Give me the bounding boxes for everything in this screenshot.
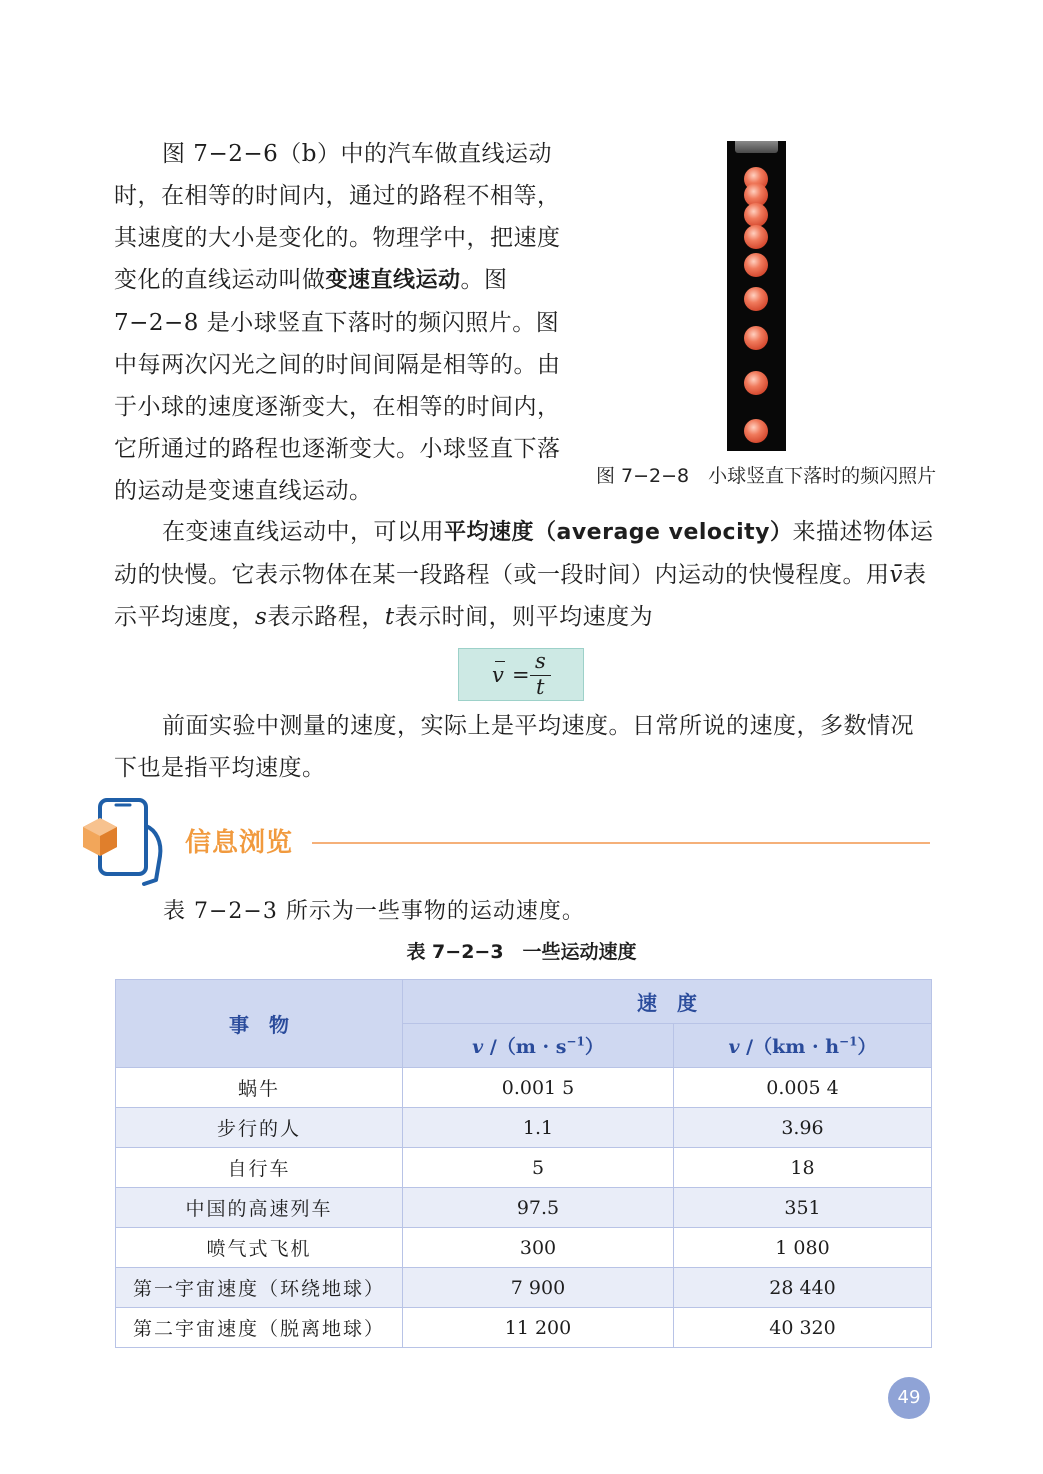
section-divider: [312, 842, 930, 844]
formula-denominator: t: [536, 675, 545, 699]
paragraph-average-velocity: [114, 511, 936, 638]
cell-object: 喷气式飞机: [116, 1228, 403, 1268]
cell-speed-kmh: 1 080: [674, 1228, 932, 1268]
phone-info-icon: [80, 796, 170, 888]
formula-lhs: v: [492, 663, 504, 687]
formula-numerator: s: [535, 649, 546, 673]
figure-caption: 图 7−2−8 小球竖直下落时的频闪照片: [596, 465, 937, 487]
term-variable-linear-motion: 变速直线运动: [325, 268, 461, 293]
falling-ball: [744, 371, 768, 395]
falling-ball: [744, 253, 768, 277]
table-row: [116, 1268, 932, 1308]
info-intro-text: 表 7−2−3 所示为一些事物的运动速度。: [163, 899, 585, 924]
ball-release-clamp: [735, 141, 778, 153]
header-unit-m-per-s: v $/(m \cdot s^{-1})$: [403, 1024, 674, 1068]
table-row: [116, 1228, 932, 1268]
cell-speed-ms: 97.5: [403, 1188, 674, 1228]
paragraph-text: 表示路程，: [267, 604, 385, 630]
cell-speed-kmh: 3.96: [674, 1108, 932, 1148]
cell-speed-kmh: 0.005 4: [674, 1068, 932, 1108]
term-average-velocity: 平均速度（average velocity）: [444, 520, 793, 545]
cell-object: 中国的高速列车: [116, 1188, 403, 1228]
speed-table: [115, 979, 932, 1348]
paragraph-text: 。图 7−2−8 是小球竖直下落时的频闪照片。图中每两次闪光之间的时间间隔是相等的。由于小球的速度逐渐变大，在相等的时间内，它所通过的路程也逐渐变大。小球竖直下落的运动是变速直线运动。: [114, 267, 561, 504]
cell-object: 蜗牛: [116, 1068, 403, 1108]
header-object: 事 物: [116, 980, 403, 1068]
cell-speed-ms: 5: [403, 1148, 674, 1188]
cell-object: 步行的人: [116, 1108, 403, 1148]
symbol-v-bar: v̄: [889, 562, 903, 588]
symbol-s: s: [255, 604, 268, 630]
paragraph-variable-motion: [114, 133, 574, 512]
cell-speed-ms: 7 900: [403, 1268, 674, 1308]
table-row: [116, 1188, 932, 1228]
falling-ball: [744, 225, 768, 249]
cell-speed-ms: 1.1: [403, 1108, 674, 1148]
table-row: [116, 1108, 932, 1148]
cell-speed-ms: 0.001 5: [403, 1068, 674, 1108]
cell-speed-ms: 11 200: [403, 1308, 674, 1348]
paragraph-text: 在变速直线运动中，可以用: [162, 519, 444, 545]
falling-ball: [744, 419, 768, 443]
header-unit-km-per-h: v $/(km \cdot h^{-1})$: [674, 1024, 932, 1068]
table-row: [116, 1068, 932, 1108]
table-row: [116, 1308, 932, 1348]
falling-ball: [744, 203, 768, 227]
paragraph-text: 表示平均速度，: [114, 562, 927, 630]
overline: [495, 661, 505, 662]
paragraph-text: 图 7−2−6（b）中的汽车做直线运动时，在相等的时间内，通过的路程不相等，其速度的大小是变化的。物理学中，把速度变化的直线运动叫做: [114, 141, 561, 293]
table-row: [116, 1148, 932, 1188]
header-speed: 速 度: [403, 980, 932, 1024]
cell-speed-kmh: 40 320: [674, 1308, 932, 1348]
table-title: 表 7−2−3 一些运动速度: [406, 941, 637, 963]
cell-object: 自行车: [116, 1148, 403, 1188]
info-section-title: 信息浏览: [185, 828, 294, 858]
cell-object: 第二宇宙速度（脱离地球）: [116, 1308, 403, 1348]
cell-speed-kmh: 28 440: [674, 1268, 932, 1308]
formula-average-velocity: [458, 648, 584, 701]
page-number: 49: [888, 1377, 930, 1419]
strobe-photo-falling-ball: [727, 141, 786, 451]
formula-equals: =: [512, 663, 530, 687]
paragraph-text: 来描述物体运动的快慢。它表示物体在某一段路程（或一段时间）内运动的快慢程度。用: [114, 519, 934, 588]
paragraph-text: 前面实验中测量的速度，实际上是平均速度。日常所说的速度，多数情况下也是指平均速度。: [114, 713, 914, 781]
symbol-t: t: [384, 604, 395, 630]
paragraph-text: 表示时间，则平均速度为: [394, 604, 654, 630]
cell-speed-ms: 300: [403, 1228, 674, 1268]
paragraph-summary: [114, 705, 936, 789]
cell-object: 第一宇宙速度（环绕地球）: [116, 1268, 403, 1308]
falling-ball: [744, 326, 768, 350]
falling-ball: [744, 287, 768, 311]
cell-speed-kmh: 351: [674, 1188, 932, 1228]
cell-speed-kmh: 18: [674, 1148, 932, 1188]
